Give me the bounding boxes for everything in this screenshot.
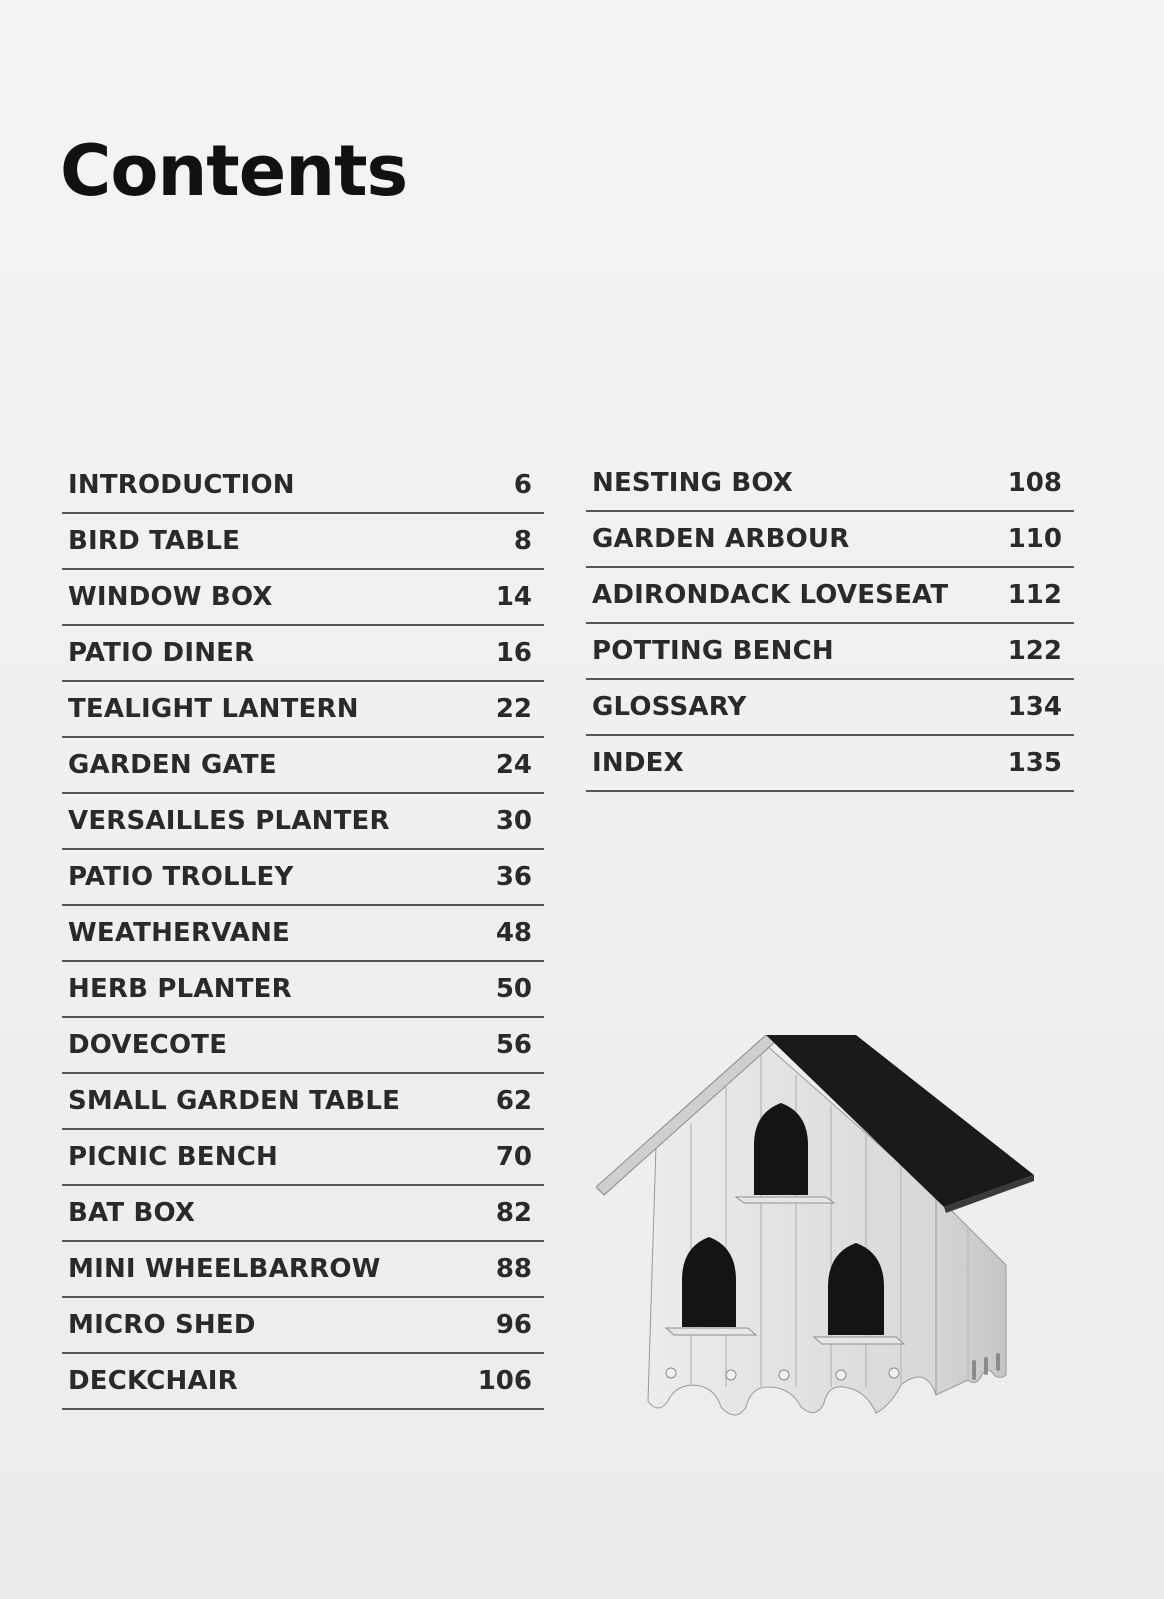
lower-right-perch-ledge [814, 1337, 904, 1344]
toc-entry [62, 1186, 544, 1242]
toc-entry-title: WINDOW BOX [68, 582, 273, 612]
toc-entry [586, 512, 1074, 568]
toc-entry-page: 134 [1007, 692, 1062, 722]
toc-entry-title: GARDEN GATE [68, 750, 277, 780]
toc-entry [586, 680, 1074, 736]
toc-entry [62, 1242, 544, 1298]
toc-entry [586, 624, 1074, 680]
toc-entry-page: 96 [495, 1310, 532, 1340]
toc-entry-page: 108 [1007, 468, 1062, 498]
toc-entry-title: VERSAILLES PLANTER [68, 806, 390, 836]
toc-entry-page: 8 [513, 526, 532, 556]
toc-left-column [62, 458, 544, 1410]
toc-entry [62, 906, 544, 962]
toc-entry [62, 794, 544, 850]
toc-entry-page: 22 [495, 694, 532, 724]
toc-entry-title: HERB PLANTER [68, 974, 292, 1004]
toc-entry [62, 738, 544, 794]
toc-right-column [586, 456, 1074, 792]
toc-entry-title: PICNIC BENCH [68, 1142, 278, 1172]
toc-entry-page: 50 [495, 974, 532, 1004]
toc-entry-page: 30 [495, 806, 532, 836]
toc-entry-title: GLOSSARY [592, 692, 747, 722]
toc-entry-title: POTTING BENCH [592, 636, 834, 666]
toc-entry [62, 626, 544, 682]
toc-entry-page: 56 [495, 1030, 532, 1060]
toc-entry [62, 1298, 544, 1354]
toc-entry [62, 1130, 544, 1186]
toc-entry-page: 70 [495, 1142, 532, 1172]
toc-entry-page: 36 [495, 862, 532, 892]
toc-entry-page: 122 [1007, 636, 1062, 666]
toc-entry-page: 14 [495, 582, 532, 612]
toc-entry-page: 6 [513, 470, 532, 500]
toc-entry [62, 962, 544, 1018]
dovecote-illustration [596, 1035, 1054, 1435]
toc-entry-page: 106 [477, 1366, 532, 1396]
toc-entry [62, 458, 544, 514]
toc-entry [62, 570, 544, 626]
toc-entry-page: 135 [1007, 748, 1062, 778]
toc-entry-title: SMALL GARDEN TABLE [68, 1086, 401, 1116]
toc-entry-page: 110 [1007, 524, 1062, 554]
toc-entry-page: 112 [1007, 580, 1062, 610]
side-wall [936, 1195, 1006, 1395]
toc-entry-title: PATIO TROLLEY [68, 862, 294, 892]
toc-entry [62, 1074, 544, 1130]
toc-entry-title: MICRO SHED [68, 1310, 256, 1340]
toc-entry-title: INDEX [592, 748, 684, 778]
lower-left-perch-ledge [666, 1328, 756, 1335]
toc-entry-page: 82 [495, 1198, 532, 1228]
toc-entry [62, 682, 544, 738]
toc-entry [586, 456, 1074, 512]
toc-entry [586, 568, 1074, 624]
toc-entry [586, 736, 1074, 792]
toc-entry-title: PATIO DINER [68, 638, 255, 668]
toc-entry-title: DECKCHAIR [68, 1366, 238, 1396]
toc-entry-title: BAT BOX [68, 1198, 196, 1228]
toc-entry-title: MINI WHEELBARROW [68, 1254, 381, 1284]
toc-entry-page: 16 [495, 638, 532, 668]
toc-entry-title: INTRODUCTION [68, 470, 295, 500]
toc-entry-title: BIRD TABLE [68, 526, 241, 556]
toc-entry [62, 1018, 544, 1074]
toc-entry-title: TEALIGHT LANTERN [68, 694, 359, 724]
upper-perch-ledge [736, 1197, 834, 1203]
toc-entry-page: 88 [495, 1254, 532, 1284]
toc-entry-title: GARDEN ARBOUR [592, 524, 850, 554]
upper-entrance-hole [754, 1103, 808, 1195]
toc-entry [62, 514, 544, 570]
toc-entry [62, 1354, 544, 1410]
toc-entry-page: 48 [495, 918, 532, 948]
toc-entry [62, 850, 544, 906]
toc-entry-title: NESTING BOX [592, 468, 794, 498]
toc-entry-title: ADIRONDACK LOVESEAT [592, 580, 949, 610]
toc-entry-title: DOVECOTE [68, 1030, 228, 1060]
page-title: Contents [60, 130, 408, 212]
toc-entry-page: 62 [495, 1086, 532, 1116]
toc-entry-page: 24 [495, 750, 532, 780]
toc-entry-title: WEATHERVANE [68, 918, 291, 948]
